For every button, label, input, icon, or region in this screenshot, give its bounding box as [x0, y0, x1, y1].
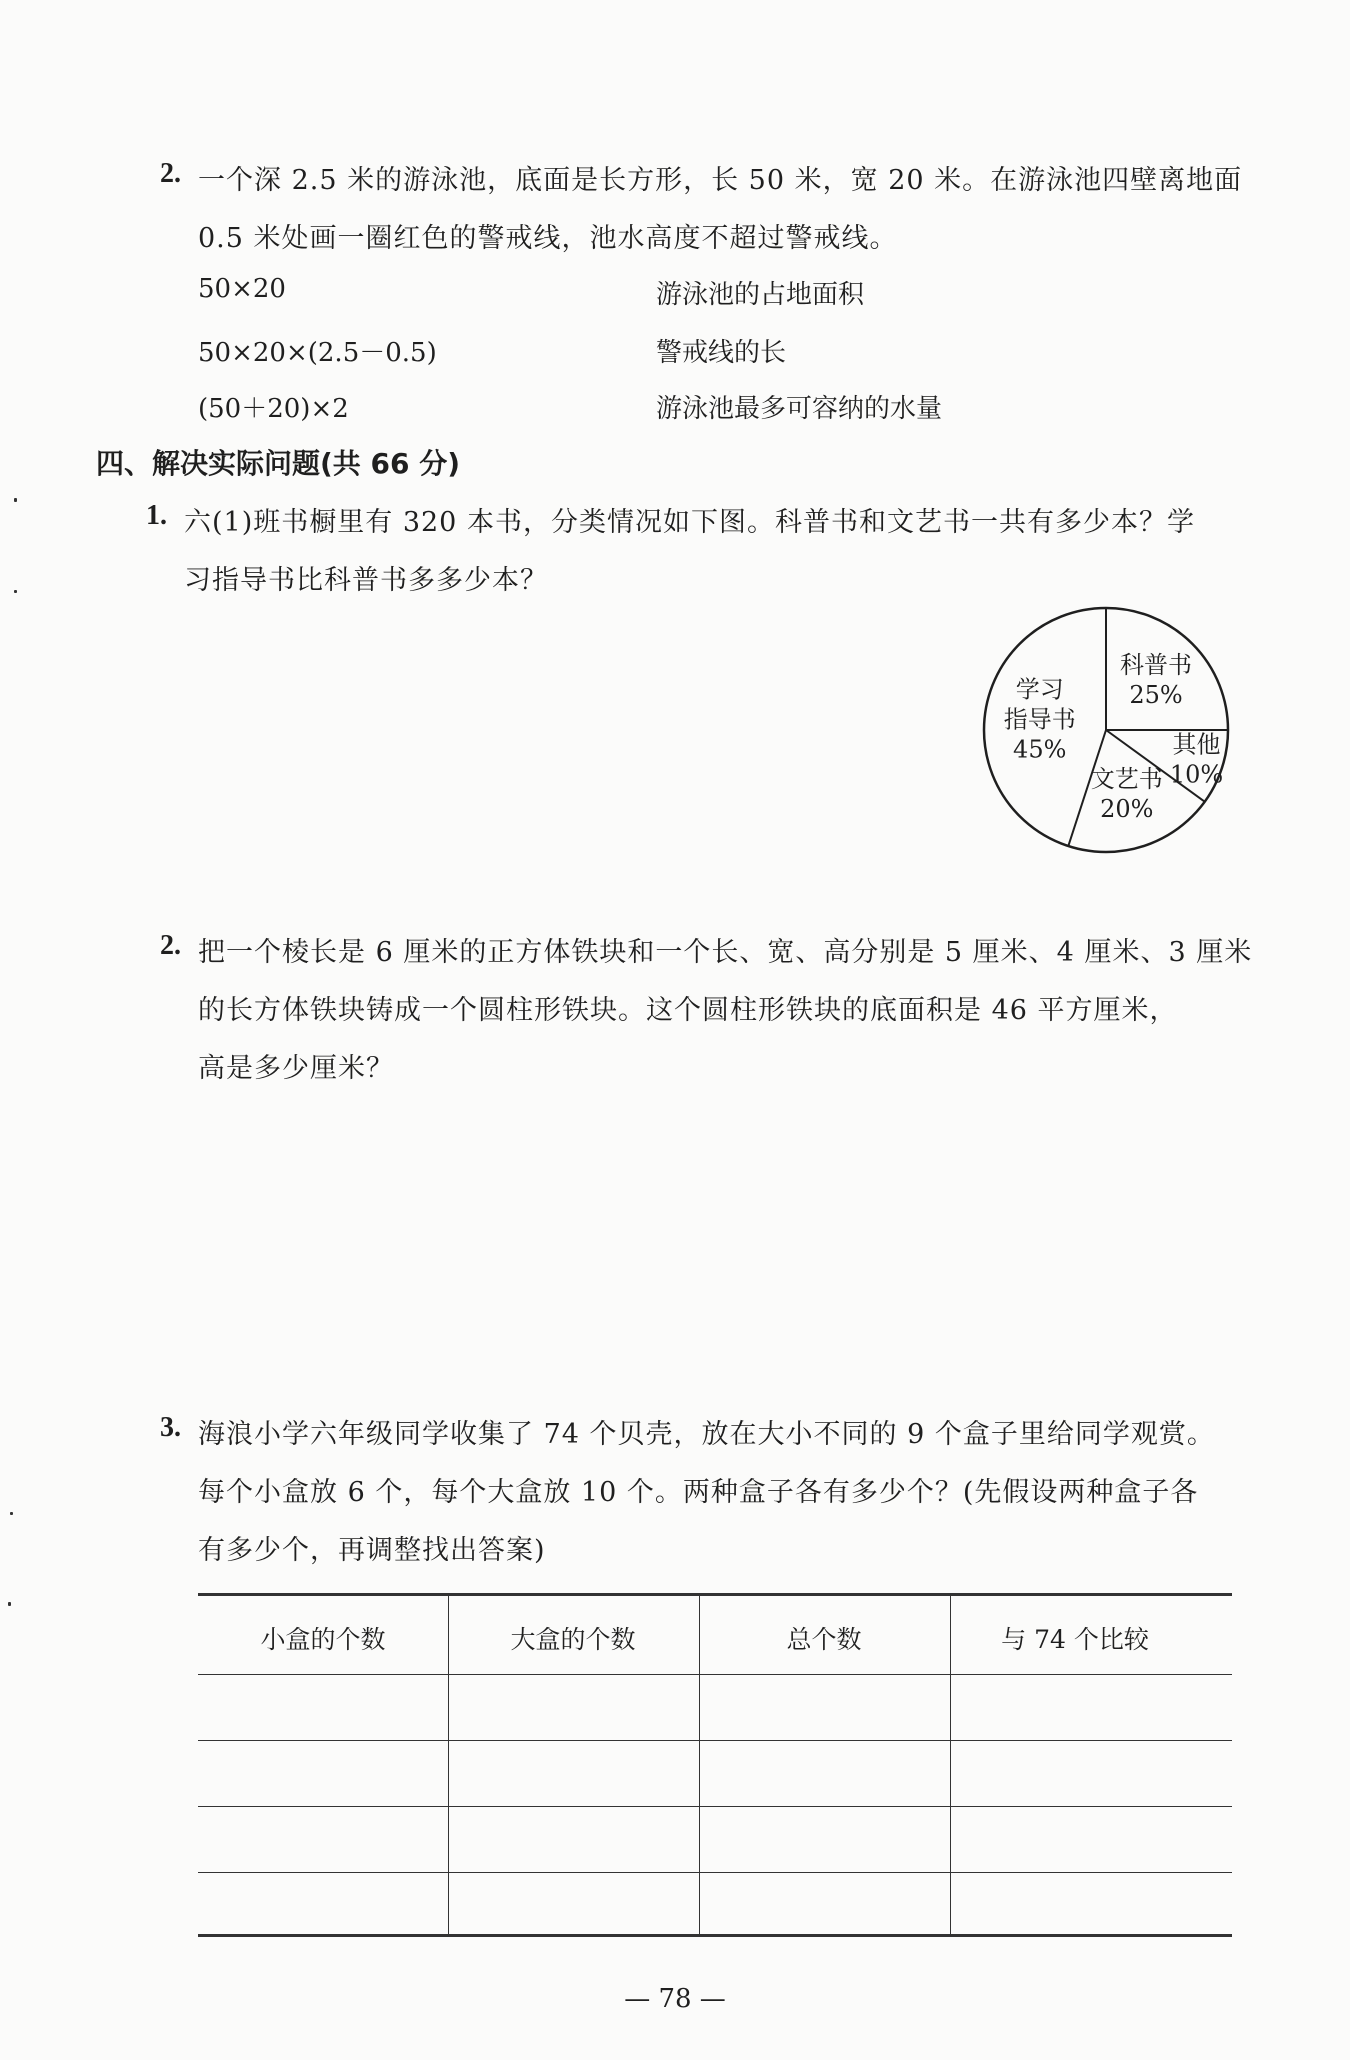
table-rule [198, 1593, 1232, 1596]
question-text-line: 海浪小学六年级同学收集了 74 个贝壳，放在大小不同的 9 个盒子里给同学观赏。 [198, 1419, 1215, 1450]
question-number: 2. [160, 930, 181, 961]
question-number: 2. [160, 158, 181, 189]
question-text-line: 习指导书比科普书多多少本？ [184, 565, 548, 596]
pie-chart [975, 590, 1275, 880]
pie-percent-label: 10% [1169, 760, 1224, 789]
section-heading: 四、解决实际问题(共 66 分) [96, 447, 461, 480]
expression-item: 50×20×(2.5－0.5) [198, 338, 437, 368]
question-text-line: 高是多少厘米？ [198, 1053, 394, 1084]
expression-item: 50×20 [198, 274, 286, 304]
question-text-line: 有多少个，再调整找出答案) [198, 1535, 546, 1566]
question-text-line: 的长方体铁块铸成一个圆柱形铁块。这个圆柱形铁块的底面积是 46 平方厘米， [198, 995, 1178, 1026]
table-row-line [198, 1872, 1232, 1873]
meaning-item: 游泳池的占地面积 [656, 280, 865, 310]
pie-category-label: 科普书 [1120, 650, 1193, 679]
meaning-item: 游泳池最多可容纳的水量 [656, 394, 943, 424]
question-number: 3. [160, 1412, 181, 1443]
table-row-line [198, 1674, 1232, 1675]
pie-category-label: 其他 [1172, 730, 1221, 759]
question-text-line: 一个深 2.5 米的游泳池，底面是长方形，长 50 米，宽 20 米。在游泳池四壁离地面 [198, 165, 1243, 196]
expression-item: (50＋20)×2 [198, 394, 349, 424]
question-text-line: 0.5 米处画一圈红色的警戒线，池水高度不超过警戒线。 [198, 223, 898, 254]
table-header-cell: 大盒的个数 [510, 1625, 636, 1654]
question-number: 1. [146, 500, 167, 531]
question-text-line: 六(1)班书橱里有 320 本书，分类情况如下图。科普书和文艺书一共有多少本？学 [184, 507, 1195, 538]
pie-category-label: 指导书 [1003, 705, 1076, 734]
table-row-line [198, 1806, 1232, 1807]
question-text-line: 把一个棱长是 6 厘米的正方体铁块和一个长、宽、高分别是 5 厘米、4 厘米、3 厘米 [198, 937, 1253, 968]
pie-category-label: 文艺书 [1090, 764, 1163, 793]
table-rule [198, 1934, 1232, 1937]
table-header-cell: 小盒的个数 [260, 1625, 386, 1654]
table-header-cell: 总个数 [786, 1625, 862, 1654]
page-number: — 78 — [624, 1984, 726, 2014]
margin-speck [10, 1512, 13, 1515]
pie-category-label: 学习 [1015, 675, 1064, 704]
table-row-line [198, 1740, 1232, 1741]
pie-percent-label: 20% [1100, 794, 1154, 823]
pie-percent-label: 25% [1129, 680, 1183, 709]
margin-speck [14, 590, 17, 593]
margin-speck [14, 498, 17, 502]
margin-speck [8, 1602, 11, 1606]
question-text-line: 每个小盒放 6 个，每个大盒放 10 个。两种盒子各有多少个？(先假设两种盒子各 [198, 1477, 1199, 1508]
meaning-item: 警戒线的长 [656, 338, 787, 368]
table-header-cell: 与 74 个比较 [1001, 1625, 1149, 1654]
pie-percent-label: 45% [1013, 735, 1067, 764]
